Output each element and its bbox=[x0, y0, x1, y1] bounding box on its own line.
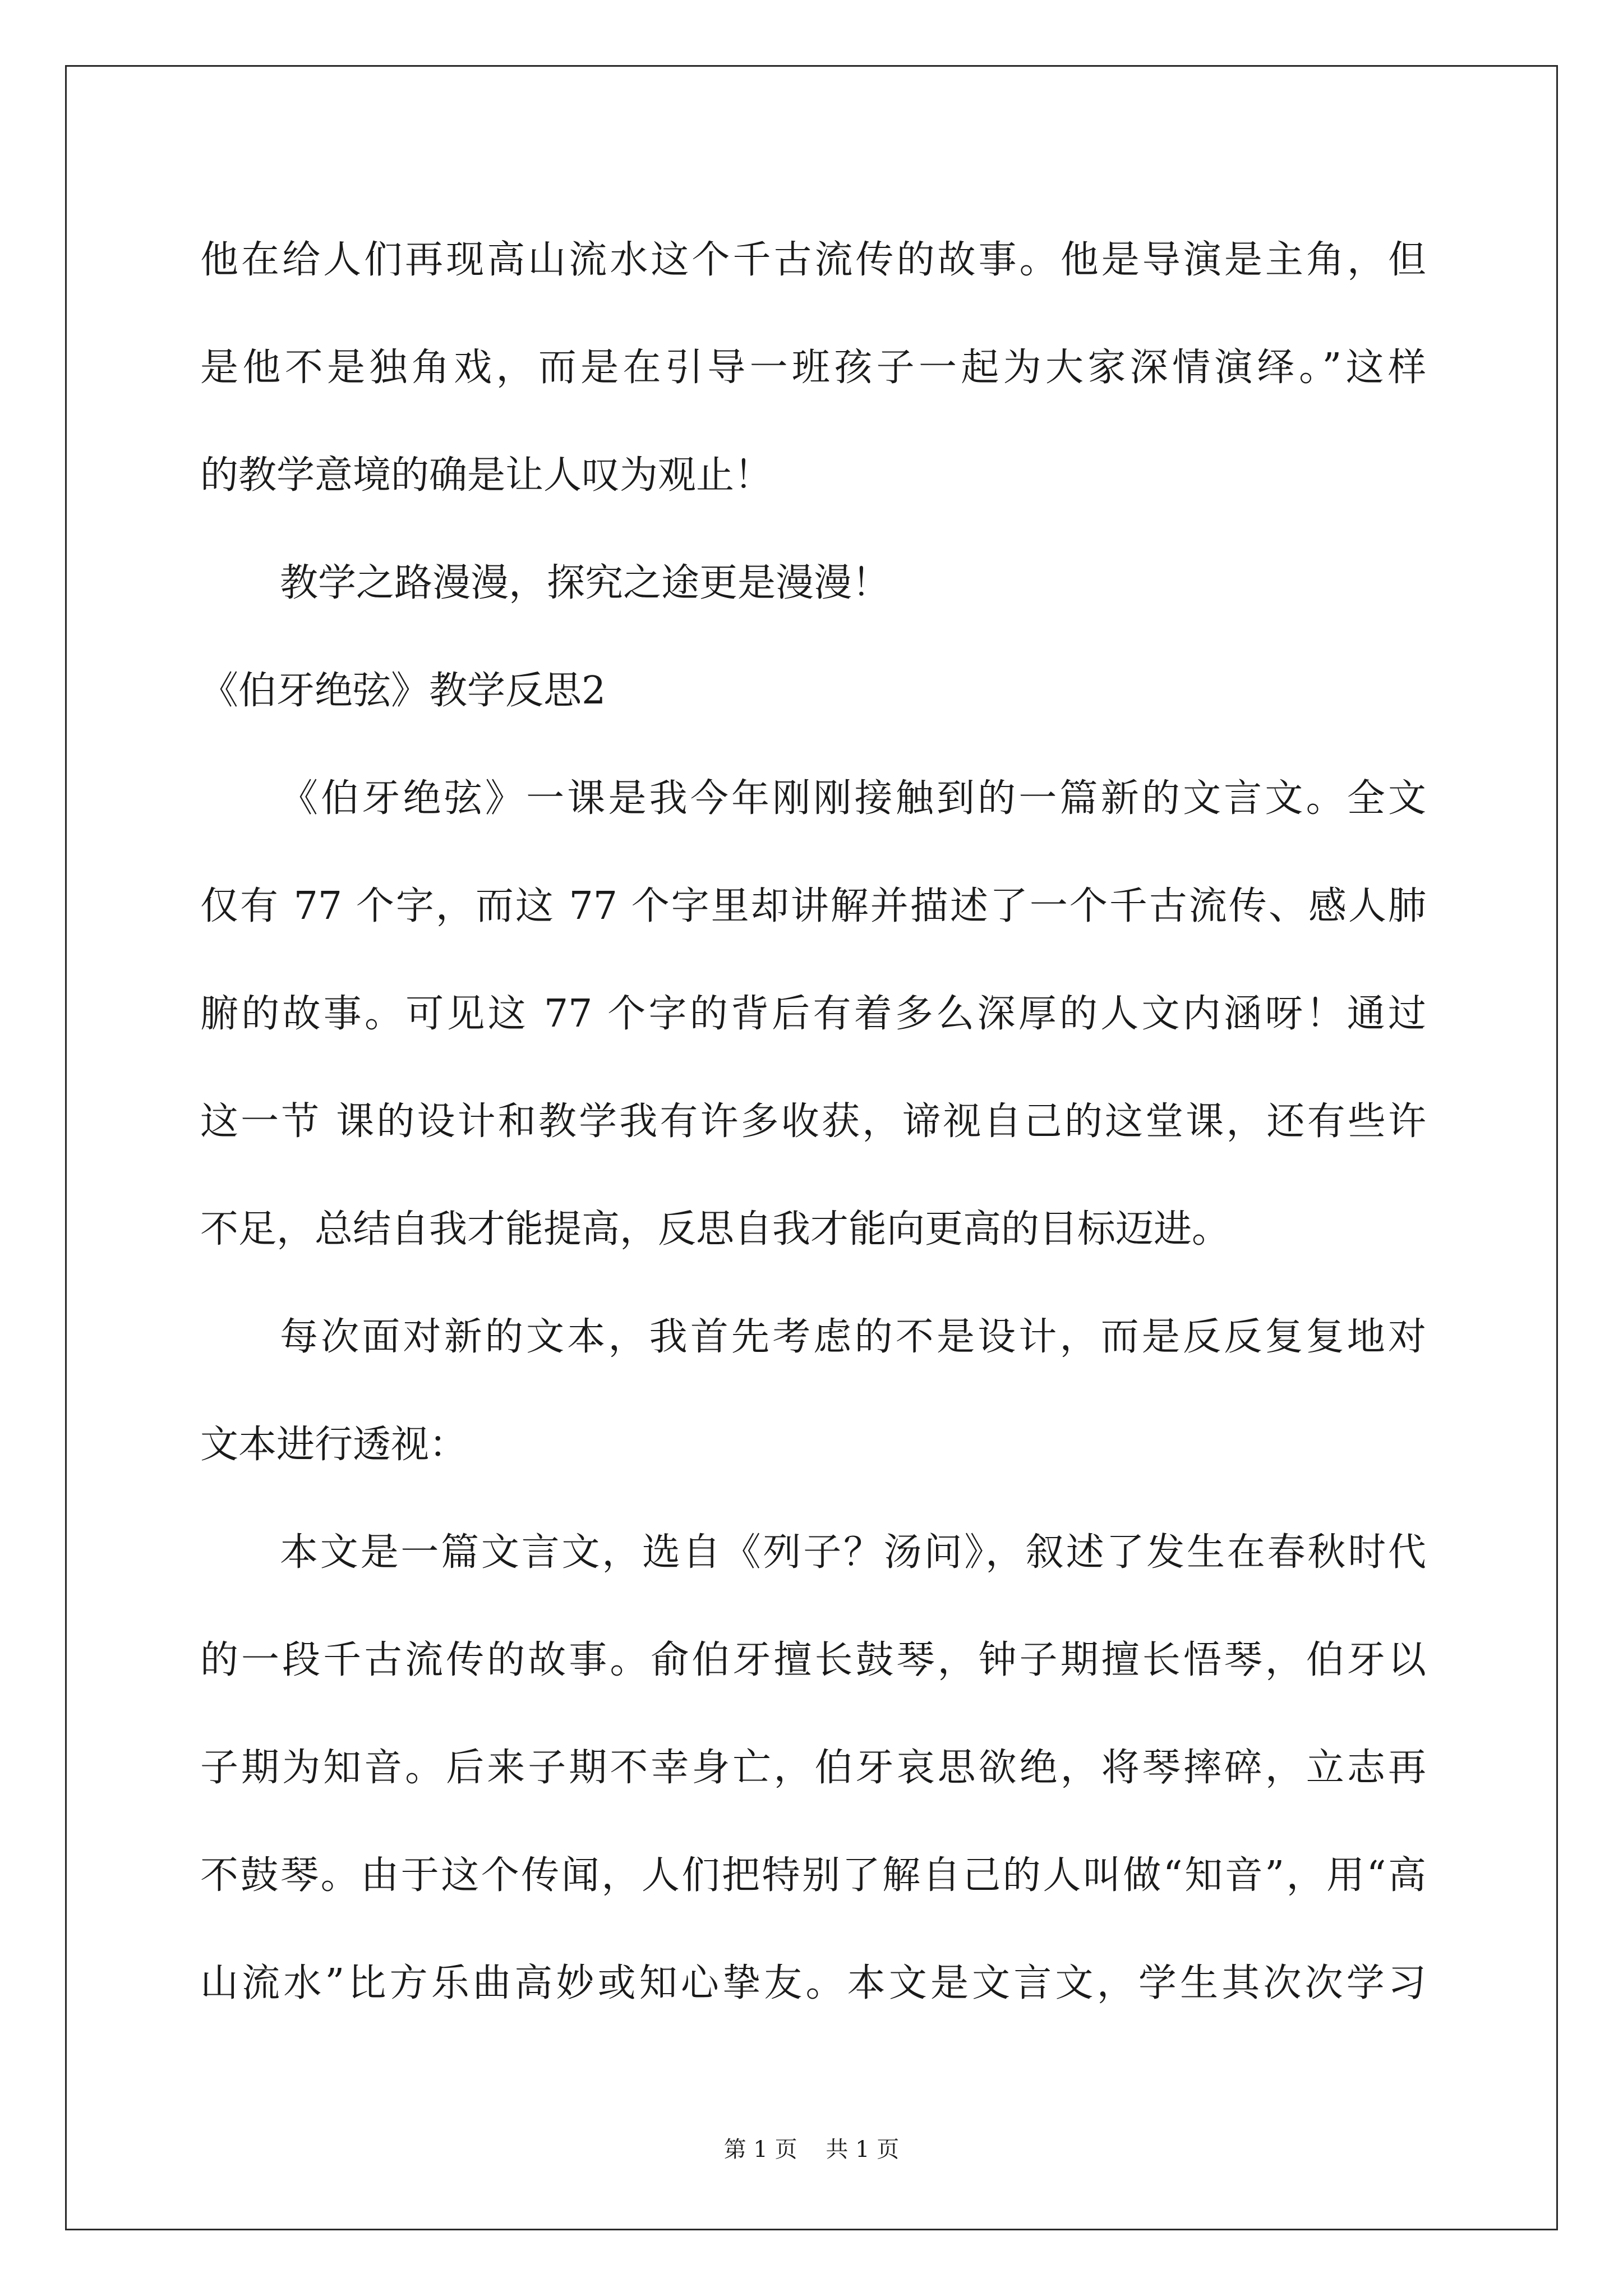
text-line: 山流水”比方乐曲高妙或知心挚友。本文是文言文，学生其次次学习 bbox=[200, 1961, 1426, 2005]
text-line: 这一节 课的设计和教学我有许多收获，谛视自己的这堂课，还有些许 bbox=[200, 1099, 1426, 1144]
text-line: 不足，总结自我才能提高，反思自我才能向更高的目标迈进。 bbox=[200, 1207, 1230, 1251]
text-line: 是他不是独角戏，而是在引导一班孩子一起为大家深情演绎。”这样 bbox=[200, 346, 1426, 390]
text-line: 仅有 77 个字，而这 77 个字里却讲解并描述了一个千古流传、感人肺 bbox=[200, 884, 1426, 928]
text-line: 的一段千古流传的故事。俞伯牙擅长鼓琴，钟子期擅长悟琴，伯牙以 bbox=[200, 1638, 1426, 1682]
text-line: 教学之路漫漫，探究之途更是漫漫！ bbox=[280, 561, 891, 605]
section-heading: 《伯牙绝弦》教学反思2 bbox=[200, 669, 606, 713]
text-line: 文本进行透视： bbox=[200, 1423, 468, 1467]
text-line: 的教学意境的确是让人叹为观止！ bbox=[200, 453, 773, 498]
page-footer: 第 1 页 共 1 页 bbox=[723, 2137, 900, 2162]
text-line: 不鼓琴。由于这个传闻，人们把特别了解自己的人叫做“知音”，用“高 bbox=[200, 1853, 1426, 1898]
text-line: 本文是一篇文言文，选自《列子？汤问》，叙述了发生在春秋时代 bbox=[280, 1530, 1426, 1575]
text-line: 《伯牙绝弦》一课是我今年刚刚接触到的一篇新的文言文。全文 bbox=[280, 776, 1426, 821]
document-body bbox=[200, 206, 1426, 2037]
text-line: 子期为知音。后来子期不幸身亡，伯牙哀思欲绝，将琴摔碎，立志再 bbox=[200, 1746, 1426, 1790]
text-line: 他在给人们再现高山流水这个千古流传的故事。他是导演是主角，但 bbox=[200, 238, 1426, 282]
text-line: 腑的故事。可见这 77 个字的背后有着多么深厚的人文内涵呀！通过 bbox=[200, 992, 1426, 1036]
text-line: 每次面对新的文本，我首先考虑的不是设计，而是反反复复地对 bbox=[280, 1315, 1426, 1359]
